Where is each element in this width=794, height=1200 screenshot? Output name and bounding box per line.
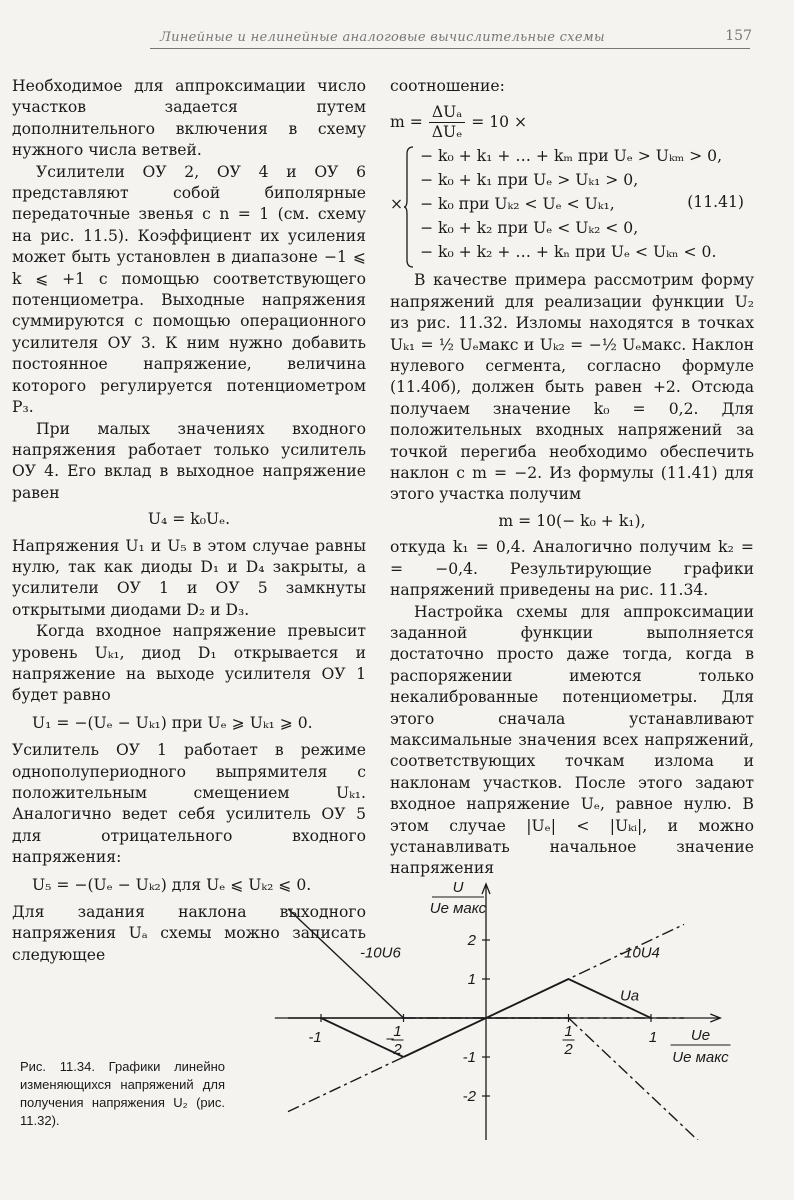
- fraction: [429, 103, 465, 142]
- paragraph: Для задания наклона выходного напряжения Uₐ схемы можно записать следующее: [12, 903, 366, 964]
- series-label: -10U6: [359, 944, 401, 962]
- paragraph: откуда k₁ = 0,4. Аналогично получим k₂ = = −0,4. Результирующие графики напряжений приведены на рис. 11.34.: [390, 538, 754, 600]
- left-brace: [404, 146, 414, 268]
- paragraph: При малых значениях входного напряжения работает только усилитель ОУ 4. Его вклад в выходное напряжение равен: [12, 419, 366, 502]
- equation: U₁ = −(Uₑ − Uₖ₁) при Uₑ ⩾ Uₖ₁ ⩾ 0.: [32, 713, 313, 732]
- fraction-den: 2: [393, 1041, 402, 1058]
- series-label: Ua: [619, 987, 640, 1005]
- system-row: − k₀ + k₂ при Uₑ < Uₖ₂ < 0,: [420, 219, 639, 238]
- equation-lhs: m =: [390, 113, 423, 132]
- paragraph: Настройка схемы для аппроксимации заданной функции выполняется достаточно просто даже тогда, когда в распоряжении имеются только некалиброванные потенциометры. Для этого сначала устанавливают максимальные значения всех напряжений, соответствующих точкам излома и наклонам участков. После этого задают входное напряжение Uₑ, равное нулю. В этом случае |Uₑ| < |Uₖᵢ|, и можно устанавливать начальное значение напряжения: [390, 602, 754, 878]
- running-header: [150, 26, 750, 49]
- paragraph: Необходимое для аппроксимации число участков задается путем дополнительного включения в схему нужного числа ветвей.: [12, 77, 366, 160]
- series--10u6-segment: [288, 909, 404, 1018]
- series-label: -10U4: [619, 944, 660, 962]
- times-sign: ×: [390, 195, 404, 214]
- equation-system: [390, 144, 754, 264]
- running-title: Линейные и нелинейные аналоговые вычислительные схемы: [160, 30, 605, 45]
- labels-group: [360, 879, 731, 1066]
- paragraph: Усилитель ОУ 1 работает в режиме однополупериодного выпрямителя с положительным смещением Uₖ₁. Аналогично ведет себя усилитель ОУ 5 для отрицательного входного напряжения:: [12, 741, 366, 867]
- paragraph: Когда входное напряжение превысит уровень Uₖ₁, диод D₁ открывается и напряжение на выходе усилителя ОУ 1 будет равно: [12, 622, 366, 705]
- equation: m = 10(− k₀ + k₁),: [498, 511, 646, 530]
- figure-11-34: [270, 870, 729, 1150]
- page-number: 157: [725, 28, 752, 44]
- equation-number: (11.41): [687, 193, 744, 212]
- fraction-num: 1: [564, 1023, 573, 1040]
- y-tick-label: -1: [462, 1049, 476, 1066]
- x-tick-label: [386, 1023, 404, 1058]
- equation-rhs: = 10 ×: [471, 113, 528, 132]
- x-axis-label-num: Ue: [690, 1027, 711, 1044]
- left-column: [12, 76, 366, 966]
- x-axis-label-den: Ue макс: [672, 1049, 729, 1066]
- equation-slope: [390, 103, 754, 142]
- equation: U₅ = −(Uₑ − Uₖ₂) для Uₑ ⩽ Uₖ₂ ⩽ 0.: [32, 875, 312, 894]
- paragraph: соотношение:: [390, 77, 505, 95]
- paragraph: Напряжения U₁ и U₅ в этом случае равны нулю, так как диоды D₁ и D₄ закрыты, а усилители ОУ 1 и ОУ 5 замкнуты открытыми диодами D₂ и D₃.: [12, 536, 366, 619]
- fraction-num: 1: [393, 1023, 402, 1040]
- x-tick-label: -1: [308, 1029, 322, 1046]
- x-tick-label: [563, 1023, 575, 1058]
- paragraph: В качестве примера рассмотрим форму напряжений для реализации функции U₂ из рис. 11.32. Изломы находятся в точках Uₖ₁ = ½ Uₑмакс и Uₖ₂ = −½ Uₑмакс. Наклон нулевого сегмента, согласно формуле (11.40б), должен быть равен +2. Отсюда получаем значение k₀ = 0,2. Для положительных входных напряжений за точкой перегиба необходимо обеспечить наклон с m = −2. Из формулы (11.41) для этого участка получим: [390, 271, 754, 504]
- x-tick-label: 1: [648, 1029, 658, 1046]
- system-row: − k₀ + k₁ при Uₑ > Uₖ₁ > 0,: [420, 171, 639, 190]
- system-row: − k₀ при Uₖ₂ < Uₑ < Uₖ₁,: [420, 195, 615, 214]
- system-row: − k₀ + k₂ + … + kₙ при Uₑ < Uₖₙ < 0.: [420, 243, 717, 262]
- system-row: − k₀ + k₁ + … + kₘ при Uₑ > Uₖₘ > 0,: [420, 147, 723, 166]
- paragraph: Усилители ОУ 2, ОУ 4 и ОУ 6 представляют собой биполярные передаточные звенья с n = 1 (см. схему на рис. 11.5). Коэффициент их усиления может быть установлен в диапазоне −1 ⩽ k ⩽ +1 с помощью соответствующего потенциометра. Выходные напряжения суммируются с помощью операционного усилителя ОУ 3. К ним нужно добавить постоянное напряжение, величина которого регулируется потенциометром P₃.: [12, 162, 366, 417]
- fraction-den: 2: [564, 1041, 573, 1058]
- y-axis-label-den: Ue макс: [429, 900, 487, 917]
- fraction-numerator: ΔUₐ: [429, 103, 465, 123]
- minus-sign: −: [385, 1031, 395, 1048]
- right-column: [390, 76, 754, 880]
- y-axis-label-num: U: [452, 879, 464, 896]
- y-tick-label: 1: [467, 971, 476, 988]
- figure-caption: Рис. 11.34. Графики линейно изменяющихся напряжений для получения напряжения U₂ (рис. 11.32).: [20, 1059, 225, 1128]
- fraction-denominator: ΔUₑ: [431, 123, 463, 142]
- series--10u1-segment: [569, 1018, 701, 1143]
- y-tick-label: 2: [467, 932, 476, 949]
- equation: U₄ = k₀Uₑ.: [147, 510, 231, 529]
- y-tick-label: -2: [462, 1088, 476, 1105]
